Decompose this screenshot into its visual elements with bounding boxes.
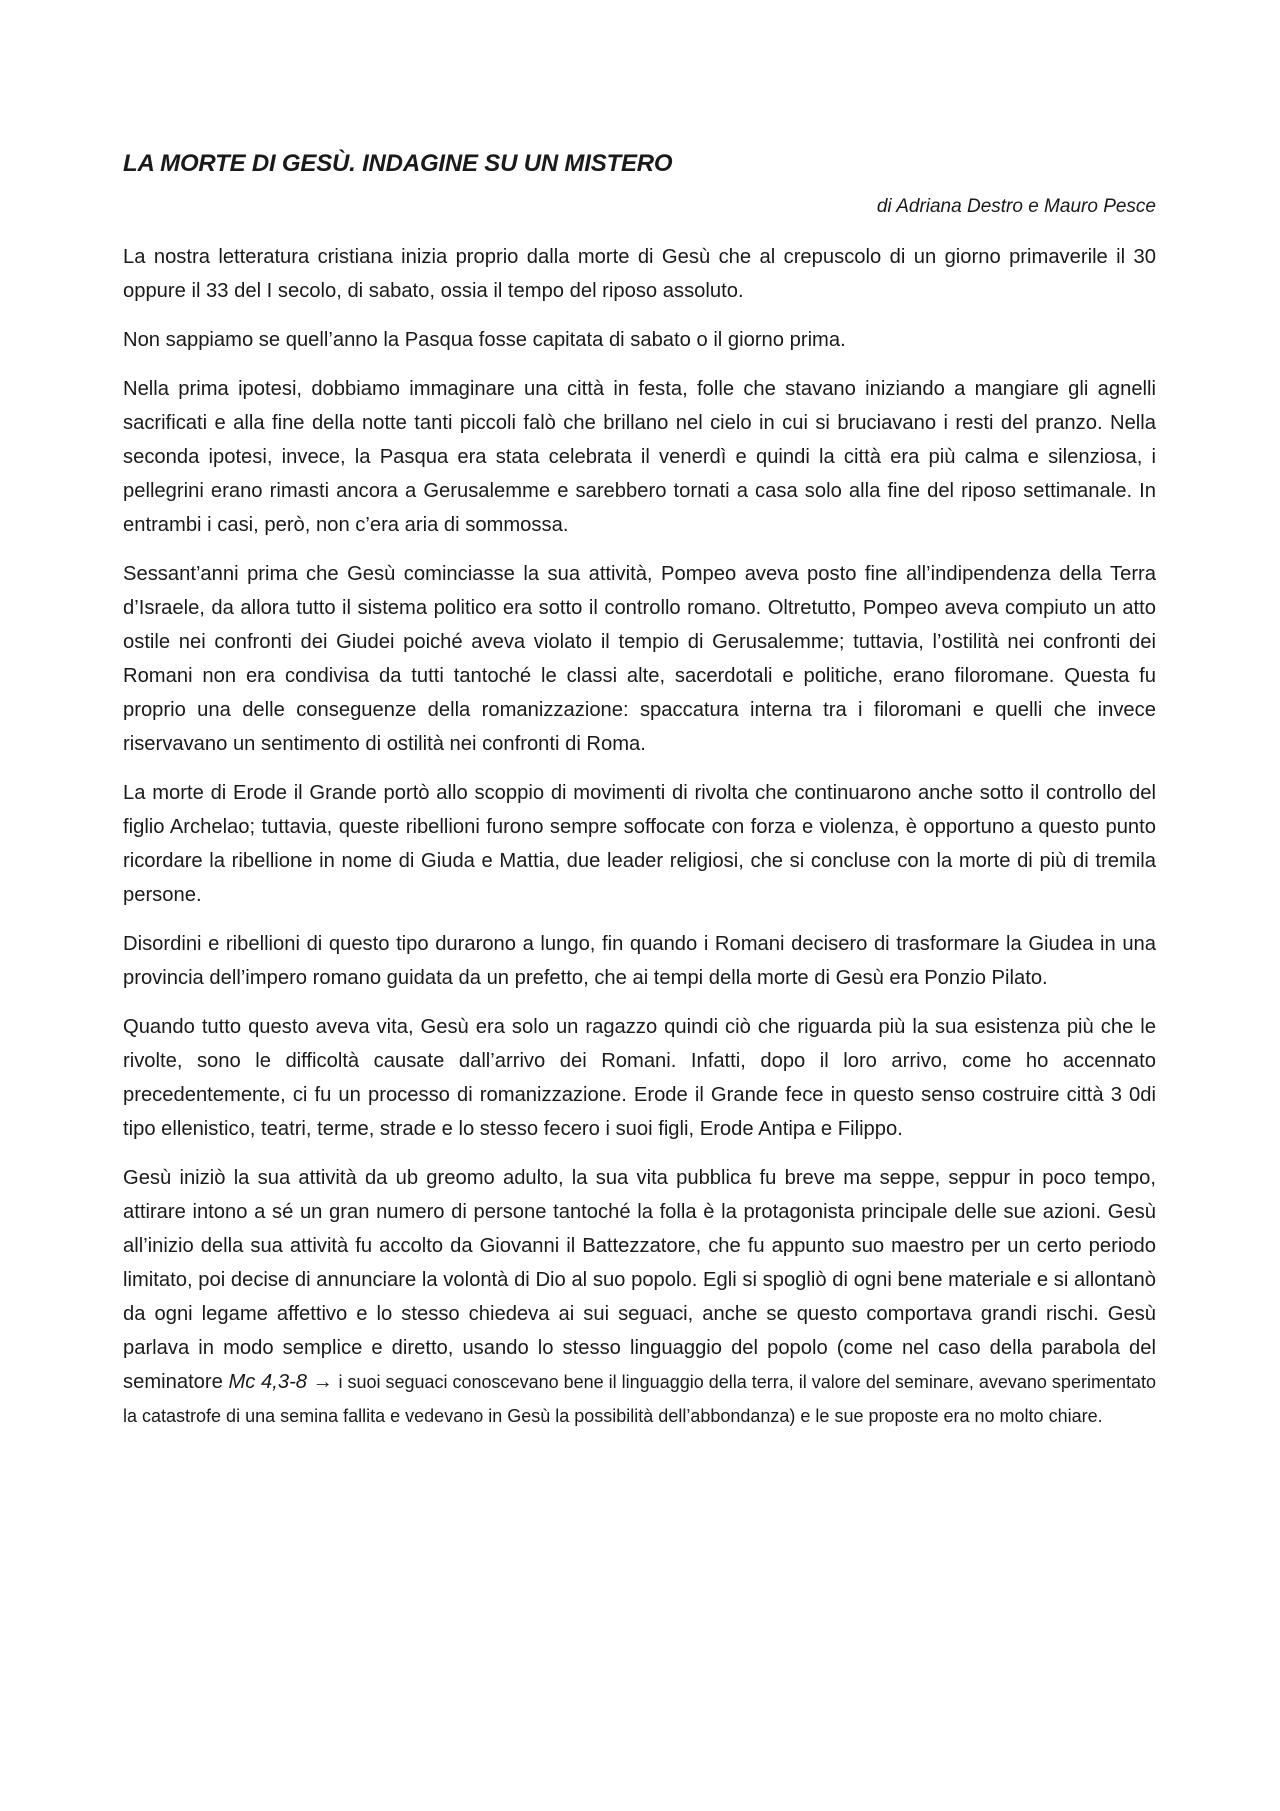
document-page bbox=[123, 150, 1156, 1448]
paragraph-8 bbox=[123, 1161, 1156, 1433]
paragraph-8-main: Gesù iniziò la sua attività da ub greomo adulto, la sua vita pubblica fu breve ma seppe, seppur in poco tempo, attirare intono a sé un gran numero di persone tantoché la folla è la protagonista principale delle sue azioni. Gesù all’inizio della sua attività fu accolto da Giovanni il Battezzatore, che fu appunto suo maestro per un certo periodo limitato, poi decise di annunciare la volontà di Dio al suo popolo. Egli si spogliò di ogni bene materiale e si allontanò da ogni legame affettivo e lo stesso chiedeva ai sui seguaci, anche se questo comportava grandi rischi. Gesù parlava in modo semplice e diretto, usando lo stesso linguaggio del popolo (come nel caso della parabola del seminatore bbox=[123, 1167, 1156, 1393]
arrow-icon: → bbox=[307, 1371, 339, 1393]
paragraph-7: Quando tutto questo aveva vita, Gesù era solo un ragazzo quindi ciò che riguarda più la sua esistenza più che le rivolte, sono le difficoltà causate dall’arrivo dei Romani. Infatti, dopo il loro arrivo, come ho accennato precedentemente, ci fu un processo di romanizzazione. Erode il Grande fece in questo senso costruire città 3 0di tipo ellenistico, teatri, terme, strade e lo stesso fecero i suoi figli, Erode Antipa e Filippo. bbox=[123, 1016, 1156, 1140]
document-title: LA MORTE DI GESÙ. INDAGINE SU UN MISTERO bbox=[123, 150, 673, 177]
paragraph-1: La nostra letteratura cristiana inizia proprio dalla morte di Gesù che al crepuscolo di un giorno primaverile il 30 oppure il 33 del I secolo, di sabato, ossia il tempo del riposo assoluto. bbox=[123, 246, 1156, 302]
paragraph-3: Nella prima ipotesi, dobbiamo immaginare una città in festa, folle che stavano iniziando a mangiare gli agnelli sacrificati e alla fine della notte tanti piccoli falò che brillano nel cielo in cui si bruciavano i resti del pranzo. Nella seconda ipotesi, invece, la Pasqua era stata celebrata il venerdì e quindi la città era più calma e silenziosa, i pellegrini erano rimasti ancora a Gerusalemme e sarebbero tornati a casa solo alla fine del riposo settimanale. In entrambi i casi, però, non c’era aria di sommossa. bbox=[123, 378, 1156, 536]
paragraph-5: La morte di Erode il Grande portò allo scoppio di movimenti di rivolta che continuarono anche sotto il controllo del figlio Archelao; tuttavia, queste ribellioni furono sempre soffocate con forza e violenza, è opportuno a questo punto ricordare la ribellione in nome di Giuda e Mattia, due leader religiosi, che si concluse con la morte di più di tremila persone. bbox=[123, 782, 1156, 906]
paragraph-6: Disordini e ribellioni di questo tipo durarono a lungo, fin quando i Romani decisero di trasformare la Giudea in una provincia dell’impero romano guidata da un prefetto, che ai tempi della morte di Gesù era Ponzio Pilato. bbox=[123, 933, 1156, 989]
paragraph-8-tail: i suoi seguaci conoscevano bene il linguaggio della terra, il valore del seminare, avevano sperimentato la catastrofe di una semina fallita e vedevano in Gesù la possibilità dell’abbondanza) e le sue proposte era no molto chiare. bbox=[123, 1372, 1156, 1426]
paragraph-2: Non sappiamo se quell’anno la Pasqua fosse capitata di sabato o il giorno prima. bbox=[123, 329, 846, 351]
paragraph-4: Sessant’anni prima che Gesù cominciasse la sua attività, Pompeo aveva posto fine all’indipendenza della Terra d’Israele, da allora tutto il sistema politico era sotto il controllo romano. Oltretutto, Pompeo aveva compiuto un atto ostile nei confronti dei Giudei poiché aveva violato il tempio di Gerusalemme; tuttavia, l’ostilità nei confronti dei Romani non era condivisa da tutti tantoché le classi alte, sacerdotali e politiche, erano filoromane. Questa fu proprio una delle conseguenze della romanizzazione: spaccatura interna tra i filoromani e quelli che invece riservavano un sentimento di ostilità nei confronti di Roma. bbox=[123, 563, 1156, 755]
document-byline: di Adriana Destro e Mauro Pesce bbox=[876, 196, 1156, 217]
gospel-reference: Mc 4,3-8 bbox=[228, 1371, 308, 1393]
